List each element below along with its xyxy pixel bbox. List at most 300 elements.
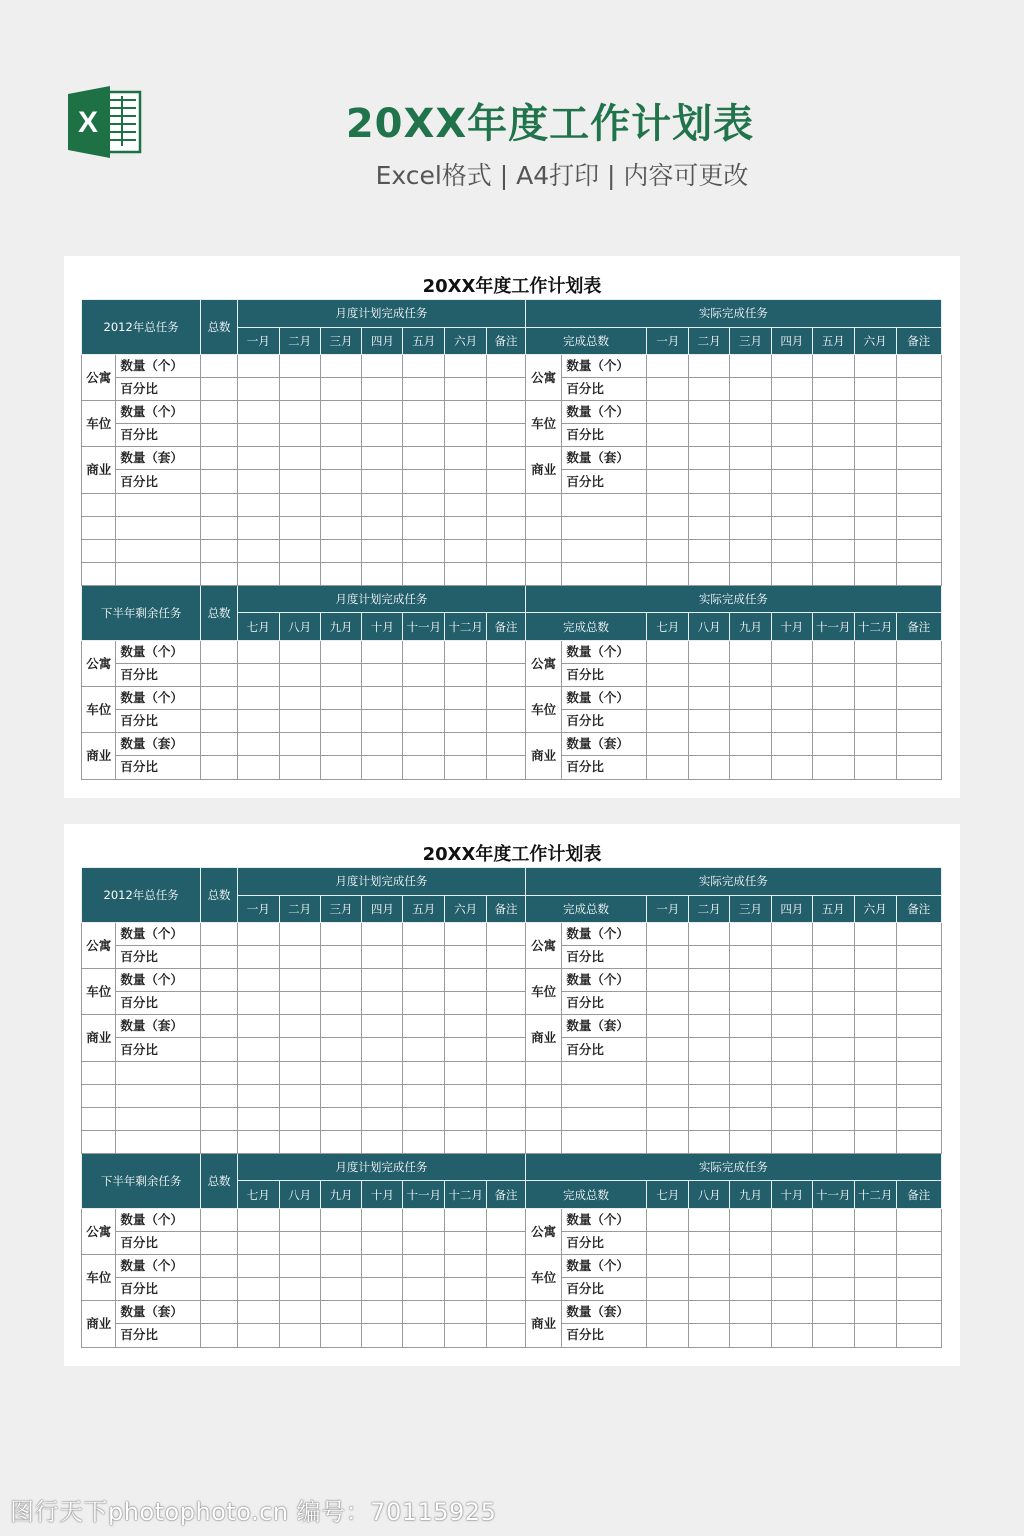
plan-cell[interactable] bbox=[487, 756, 526, 779]
empty-cell[interactable] bbox=[562, 493, 647, 516]
plan-cell[interactable] bbox=[320, 470, 362, 493]
plan-cell[interactable] bbox=[279, 1301, 320, 1324]
plan-cell[interactable] bbox=[487, 1301, 526, 1324]
empty-cell[interactable] bbox=[854, 562, 896, 585]
actual-cell[interactable] bbox=[812, 401, 854, 424]
plan-cell[interactable] bbox=[362, 992, 403, 1015]
empty-cell[interactable] bbox=[562, 1107, 647, 1130]
empty-cell[interactable] bbox=[730, 1084, 772, 1107]
plan-cell[interactable] bbox=[362, 640, 403, 663]
empty-cell[interactable] bbox=[771, 1130, 812, 1153]
actual-cell[interactable] bbox=[854, 946, 896, 969]
empty-cell[interactable] bbox=[201, 1061, 238, 1084]
actual-cell[interactable] bbox=[812, 946, 854, 969]
actual-cell[interactable] bbox=[812, 470, 854, 493]
actual-cell[interactable] bbox=[647, 470, 689, 493]
plan-cell[interactable] bbox=[237, 1208, 279, 1231]
actual-cell[interactable] bbox=[730, 1015, 772, 1038]
plan-cell[interactable] bbox=[320, 710, 362, 733]
actual-cell[interactable] bbox=[689, 969, 730, 992]
empty-cell[interactable] bbox=[896, 539, 941, 562]
plan-cell[interactable] bbox=[320, 355, 362, 378]
plan-cell[interactable] bbox=[320, 992, 362, 1015]
plan-cell[interactable] bbox=[279, 424, 320, 447]
plan-cell[interactable] bbox=[279, 687, 320, 710]
plan-cell[interactable] bbox=[237, 1278, 279, 1301]
actual-cell[interactable] bbox=[896, 1255, 941, 1278]
plan-cell[interactable] bbox=[445, 640, 487, 663]
empty-cell[interactable] bbox=[362, 1061, 403, 1084]
empty-cell[interactable] bbox=[854, 1107, 896, 1130]
actual-cell[interactable] bbox=[812, 355, 854, 378]
plan-cell[interactable] bbox=[320, 687, 362, 710]
plan-cell[interactable] bbox=[237, 1038, 279, 1061]
actual-cell[interactable] bbox=[689, 424, 730, 447]
plan-cell[interactable] bbox=[487, 1232, 526, 1255]
plan-cell[interactable] bbox=[362, 447, 403, 470]
empty-cell[interactable] bbox=[445, 1107, 487, 1130]
plan-cell[interactable] bbox=[403, 1232, 445, 1255]
empty-cell[interactable] bbox=[525, 516, 562, 539]
plan-cell[interactable] bbox=[362, 710, 403, 733]
empty-cell[interactable] bbox=[812, 539, 854, 562]
plan-cell[interactable] bbox=[445, 355, 487, 378]
empty-cell[interactable] bbox=[82, 1130, 116, 1153]
plan-cell[interactable] bbox=[362, 756, 403, 779]
plan-cell[interactable] bbox=[237, 355, 279, 378]
plan-cell[interactable] bbox=[362, 664, 403, 687]
plan-cell[interactable] bbox=[362, 1301, 403, 1324]
plan-cell[interactable] bbox=[320, 1278, 362, 1301]
actual-cell[interactable] bbox=[689, 1015, 730, 1038]
empty-cell[interactable] bbox=[362, 1130, 403, 1153]
plan-cell[interactable] bbox=[403, 969, 445, 992]
plan-cell[interactable] bbox=[403, 733, 445, 756]
actual-cell[interactable] bbox=[730, 664, 772, 687]
actual-cell[interactable] bbox=[812, 447, 854, 470]
plan-cell[interactable] bbox=[445, 401, 487, 424]
empty-cell[interactable] bbox=[320, 539, 362, 562]
plan-cell[interactable] bbox=[279, 378, 320, 401]
actual-cell[interactable] bbox=[771, 401, 812, 424]
plan-cell[interactable] bbox=[445, 447, 487, 470]
actual-cell[interactable] bbox=[647, 733, 689, 756]
plan-cell[interactable] bbox=[487, 1278, 526, 1301]
empty-cell[interactable] bbox=[116, 1061, 201, 1084]
plan-cell[interactable] bbox=[320, 378, 362, 401]
empty-cell[interactable] bbox=[647, 1084, 689, 1107]
empty-cell[interactable] bbox=[445, 516, 487, 539]
empty-cell[interactable] bbox=[403, 493, 445, 516]
plan-cell[interactable] bbox=[320, 1038, 362, 1061]
empty-cell[interactable] bbox=[116, 539, 201, 562]
plan-cell[interactable] bbox=[487, 946, 526, 969]
plan-cell[interactable] bbox=[279, 923, 320, 946]
plan-cell[interactable] bbox=[445, 923, 487, 946]
actual-cell[interactable] bbox=[689, 733, 730, 756]
empty-cell[interactable] bbox=[320, 1130, 362, 1153]
actual-cell[interactable] bbox=[647, 378, 689, 401]
plan-cell[interactable] bbox=[320, 1324, 362, 1347]
empty-cell[interactable] bbox=[730, 562, 772, 585]
actual-cell[interactable] bbox=[771, 424, 812, 447]
actual-cell[interactable] bbox=[771, 355, 812, 378]
empty-cell[interactable] bbox=[854, 493, 896, 516]
empty-cell[interactable] bbox=[730, 1061, 772, 1084]
plan-cell[interactable] bbox=[445, 1038, 487, 1061]
plan-cell[interactable] bbox=[362, 1324, 403, 1347]
empty-cell[interactable] bbox=[562, 1061, 647, 1084]
empty-cell[interactable] bbox=[362, 539, 403, 562]
empty-cell[interactable] bbox=[647, 539, 689, 562]
empty-cell[interactable] bbox=[320, 1107, 362, 1130]
empty-cell[interactable] bbox=[647, 1130, 689, 1153]
empty-cell[interactable] bbox=[730, 493, 772, 516]
empty-cell[interactable] bbox=[487, 1061, 526, 1084]
plan-cell[interactable] bbox=[403, 1255, 445, 1278]
plan-cell[interactable] bbox=[320, 1232, 362, 1255]
total-cell[interactable] bbox=[201, 1324, 238, 1347]
actual-cell[interactable] bbox=[896, 424, 941, 447]
empty-cell[interactable] bbox=[82, 539, 116, 562]
plan-cell[interactable] bbox=[279, 1324, 320, 1347]
actual-cell[interactable] bbox=[647, 424, 689, 447]
plan-cell[interactable] bbox=[487, 1255, 526, 1278]
actual-cell[interactable] bbox=[854, 1324, 896, 1347]
actual-cell[interactable] bbox=[896, 756, 941, 779]
actual-cell[interactable] bbox=[647, 756, 689, 779]
actual-cell[interactable] bbox=[730, 447, 772, 470]
total-cell[interactable] bbox=[201, 1255, 238, 1278]
actual-cell[interactable] bbox=[812, 1324, 854, 1347]
actual-cell[interactable] bbox=[647, 355, 689, 378]
total-cell[interactable] bbox=[201, 1278, 238, 1301]
empty-cell[interactable] bbox=[647, 516, 689, 539]
plan-cell[interactable] bbox=[403, 756, 445, 779]
empty-cell[interactable] bbox=[771, 1084, 812, 1107]
plan-cell[interactable] bbox=[362, 969, 403, 992]
plan-cell[interactable] bbox=[403, 1208, 445, 1231]
actual-cell[interactable] bbox=[771, 470, 812, 493]
total-cell[interactable] bbox=[201, 424, 238, 447]
actual-cell[interactable] bbox=[812, 1015, 854, 1038]
empty-cell[interactable] bbox=[896, 1107, 941, 1130]
plan-cell[interactable] bbox=[362, 946, 403, 969]
empty-cell[interactable] bbox=[647, 562, 689, 585]
empty-cell[interactable] bbox=[445, 1061, 487, 1084]
actual-cell[interactable] bbox=[812, 378, 854, 401]
actual-cell[interactable] bbox=[812, 687, 854, 710]
empty-cell[interactable] bbox=[689, 1084, 730, 1107]
plan-cell[interactable] bbox=[445, 710, 487, 733]
actual-cell[interactable] bbox=[896, 401, 941, 424]
actual-cell[interactable] bbox=[689, 470, 730, 493]
plan-cell[interactable] bbox=[445, 1232, 487, 1255]
actual-cell[interactable] bbox=[689, 992, 730, 1015]
empty-cell[interactable] bbox=[689, 1130, 730, 1153]
empty-cell[interactable] bbox=[320, 562, 362, 585]
empty-cell[interactable] bbox=[854, 539, 896, 562]
empty-cell[interactable] bbox=[362, 562, 403, 585]
plan-cell[interactable] bbox=[362, 355, 403, 378]
empty-cell[interactable] bbox=[487, 1084, 526, 1107]
actual-cell[interactable] bbox=[730, 992, 772, 1015]
empty-cell[interactable] bbox=[82, 493, 116, 516]
actual-cell[interactable] bbox=[689, 1232, 730, 1255]
plan-cell[interactable] bbox=[403, 378, 445, 401]
actual-cell[interactable] bbox=[730, 1255, 772, 1278]
actual-cell[interactable] bbox=[854, 687, 896, 710]
empty-cell[interactable] bbox=[201, 1107, 238, 1130]
actual-cell[interactable] bbox=[689, 1255, 730, 1278]
plan-cell[interactable] bbox=[362, 470, 403, 493]
plan-cell[interactable] bbox=[279, 470, 320, 493]
empty-cell[interactable] bbox=[237, 539, 279, 562]
plan-cell[interactable] bbox=[320, 664, 362, 687]
plan-cell[interactable] bbox=[362, 1255, 403, 1278]
empty-cell[interactable] bbox=[279, 493, 320, 516]
actual-cell[interactable] bbox=[730, 640, 772, 663]
plan-cell[interactable] bbox=[320, 946, 362, 969]
empty-cell[interactable] bbox=[562, 516, 647, 539]
empty-cell[interactable] bbox=[525, 1130, 562, 1153]
actual-cell[interactable] bbox=[730, 1278, 772, 1301]
actual-cell[interactable] bbox=[812, 424, 854, 447]
empty-cell[interactable] bbox=[487, 1130, 526, 1153]
actual-cell[interactable] bbox=[647, 1038, 689, 1061]
plan-cell[interactable] bbox=[362, 1038, 403, 1061]
plan-cell[interactable] bbox=[237, 969, 279, 992]
empty-cell[interactable] bbox=[82, 516, 116, 539]
actual-cell[interactable] bbox=[854, 923, 896, 946]
actual-cell[interactable] bbox=[771, 687, 812, 710]
plan-cell[interactable] bbox=[279, 946, 320, 969]
empty-cell[interactable] bbox=[445, 562, 487, 585]
plan-cell[interactable] bbox=[403, 946, 445, 969]
empty-cell[interactable] bbox=[237, 1107, 279, 1130]
plan-cell[interactable] bbox=[403, 1301, 445, 1324]
actual-cell[interactable] bbox=[854, 664, 896, 687]
actual-cell[interactable] bbox=[854, 470, 896, 493]
actual-cell[interactable] bbox=[647, 1301, 689, 1324]
empty-cell[interactable] bbox=[403, 1084, 445, 1107]
empty-cell[interactable] bbox=[730, 1130, 772, 1153]
plan-cell[interactable] bbox=[320, 640, 362, 663]
plan-cell[interactable] bbox=[403, 424, 445, 447]
plan-cell[interactable] bbox=[487, 1038, 526, 1061]
empty-cell[interactable] bbox=[647, 1061, 689, 1084]
actual-cell[interactable] bbox=[896, 687, 941, 710]
empty-cell[interactable] bbox=[525, 1084, 562, 1107]
actual-cell[interactable] bbox=[812, 969, 854, 992]
empty-cell[interactable] bbox=[82, 1107, 116, 1130]
actual-cell[interactable] bbox=[730, 756, 772, 779]
actual-cell[interactable] bbox=[689, 447, 730, 470]
plan-cell[interactable] bbox=[279, 1232, 320, 1255]
empty-cell[interactable] bbox=[771, 539, 812, 562]
empty-cell[interactable] bbox=[201, 1130, 238, 1153]
actual-cell[interactable] bbox=[771, 1301, 812, 1324]
actual-cell[interactable] bbox=[647, 1208, 689, 1231]
empty-cell[interactable] bbox=[689, 1061, 730, 1084]
plan-cell[interactable] bbox=[403, 1324, 445, 1347]
actual-cell[interactable] bbox=[730, 1232, 772, 1255]
empty-cell[interactable] bbox=[320, 1061, 362, 1084]
empty-cell[interactable] bbox=[812, 1107, 854, 1130]
actual-cell[interactable] bbox=[647, 664, 689, 687]
actual-cell[interactable] bbox=[896, 946, 941, 969]
plan-cell[interactable] bbox=[362, 424, 403, 447]
empty-cell[interactable] bbox=[896, 1084, 941, 1107]
empty-cell[interactable] bbox=[562, 562, 647, 585]
empty-cell[interactable] bbox=[812, 562, 854, 585]
empty-cell[interactable] bbox=[854, 1061, 896, 1084]
empty-cell[interactable] bbox=[487, 1107, 526, 1130]
plan-cell[interactable] bbox=[445, 687, 487, 710]
actual-cell[interactable] bbox=[812, 1038, 854, 1061]
plan-cell[interactable] bbox=[487, 640, 526, 663]
actual-cell[interactable] bbox=[896, 1301, 941, 1324]
actual-cell[interactable] bbox=[647, 1015, 689, 1038]
actual-cell[interactable] bbox=[812, 1232, 854, 1255]
actual-cell[interactable] bbox=[730, 1324, 772, 1347]
plan-cell[interactable] bbox=[237, 401, 279, 424]
actual-cell[interactable] bbox=[896, 733, 941, 756]
empty-cell[interactable] bbox=[854, 516, 896, 539]
empty-cell[interactable] bbox=[647, 493, 689, 516]
actual-cell[interactable] bbox=[647, 1278, 689, 1301]
empty-cell[interactable] bbox=[403, 562, 445, 585]
empty-cell[interactable] bbox=[689, 562, 730, 585]
plan-cell[interactable] bbox=[320, 424, 362, 447]
actual-cell[interactable] bbox=[854, 447, 896, 470]
plan-cell[interactable] bbox=[445, 733, 487, 756]
actual-cell[interactable] bbox=[854, 1015, 896, 1038]
total-cell[interactable] bbox=[201, 401, 238, 424]
actual-cell[interactable] bbox=[854, 992, 896, 1015]
plan-cell[interactable] bbox=[403, 992, 445, 1015]
plan-cell[interactable] bbox=[445, 946, 487, 969]
plan-cell[interactable] bbox=[487, 923, 526, 946]
plan-cell[interactable] bbox=[362, 1015, 403, 1038]
actual-cell[interactable] bbox=[647, 1324, 689, 1347]
actual-cell[interactable] bbox=[896, 640, 941, 663]
plan-cell[interactable] bbox=[403, 1278, 445, 1301]
empty-cell[interactable] bbox=[279, 1061, 320, 1084]
total-cell[interactable] bbox=[201, 470, 238, 493]
plan-cell[interactable] bbox=[362, 1208, 403, 1231]
plan-cell[interactable] bbox=[279, 447, 320, 470]
plan-cell[interactable] bbox=[445, 992, 487, 1015]
plan-cell[interactable] bbox=[487, 447, 526, 470]
actual-cell[interactable] bbox=[812, 923, 854, 946]
actual-cell[interactable] bbox=[812, 1278, 854, 1301]
plan-cell[interactable] bbox=[362, 923, 403, 946]
empty-cell[interactable] bbox=[116, 1130, 201, 1153]
plan-cell[interactable] bbox=[237, 946, 279, 969]
plan-cell[interactable] bbox=[362, 1278, 403, 1301]
plan-cell[interactable] bbox=[279, 401, 320, 424]
empty-cell[interactable] bbox=[854, 1130, 896, 1153]
plan-cell[interactable] bbox=[279, 640, 320, 663]
plan-cell[interactable] bbox=[487, 687, 526, 710]
actual-cell[interactable] bbox=[854, 1232, 896, 1255]
actual-cell[interactable] bbox=[896, 1038, 941, 1061]
actual-cell[interactable] bbox=[689, 355, 730, 378]
plan-cell[interactable] bbox=[237, 1324, 279, 1347]
empty-cell[interactable] bbox=[445, 493, 487, 516]
empty-cell[interactable] bbox=[279, 539, 320, 562]
empty-cell[interactable] bbox=[730, 539, 772, 562]
plan-cell[interactable] bbox=[487, 424, 526, 447]
actual-cell[interactable] bbox=[730, 969, 772, 992]
empty-cell[interactable] bbox=[445, 1130, 487, 1153]
actual-cell[interactable] bbox=[689, 1301, 730, 1324]
total-cell[interactable] bbox=[201, 992, 238, 1015]
plan-cell[interactable] bbox=[403, 710, 445, 733]
actual-cell[interactable] bbox=[896, 969, 941, 992]
total-cell[interactable] bbox=[201, 969, 238, 992]
actual-cell[interactable] bbox=[771, 1208, 812, 1231]
actual-cell[interactable] bbox=[771, 1038, 812, 1061]
actual-cell[interactable] bbox=[854, 1208, 896, 1231]
empty-cell[interactable] bbox=[237, 562, 279, 585]
empty-cell[interactable] bbox=[525, 562, 562, 585]
actual-cell[interactable] bbox=[647, 640, 689, 663]
plan-cell[interactable] bbox=[487, 710, 526, 733]
empty-cell[interactable] bbox=[279, 516, 320, 539]
empty-cell[interactable] bbox=[279, 562, 320, 585]
plan-cell[interactable] bbox=[279, 355, 320, 378]
plan-cell[interactable] bbox=[237, 1232, 279, 1255]
empty-cell[interactable] bbox=[525, 1061, 562, 1084]
actual-cell[interactable] bbox=[771, 378, 812, 401]
empty-cell[interactable] bbox=[362, 1107, 403, 1130]
empty-cell[interactable] bbox=[82, 562, 116, 585]
actual-cell[interactable] bbox=[730, 470, 772, 493]
plan-cell[interactable] bbox=[445, 1015, 487, 1038]
empty-cell[interactable] bbox=[771, 516, 812, 539]
actual-cell[interactable] bbox=[771, 733, 812, 756]
plan-cell[interactable] bbox=[487, 470, 526, 493]
plan-cell[interactable] bbox=[403, 923, 445, 946]
actual-cell[interactable] bbox=[812, 710, 854, 733]
total-cell[interactable] bbox=[201, 1232, 238, 1255]
actual-cell[interactable] bbox=[730, 1038, 772, 1061]
plan-cell[interactable] bbox=[487, 401, 526, 424]
actual-cell[interactable] bbox=[689, 946, 730, 969]
actual-cell[interactable] bbox=[771, 640, 812, 663]
empty-cell[interactable] bbox=[896, 1061, 941, 1084]
plan-cell[interactable] bbox=[445, 1255, 487, 1278]
actual-cell[interactable] bbox=[896, 664, 941, 687]
actual-cell[interactable] bbox=[854, 1278, 896, 1301]
actual-cell[interactable] bbox=[771, 969, 812, 992]
actual-cell[interactable] bbox=[689, 923, 730, 946]
plan-cell[interactable] bbox=[403, 1038, 445, 1061]
empty-cell[interactable] bbox=[812, 516, 854, 539]
plan-cell[interactable] bbox=[237, 470, 279, 493]
actual-cell[interactable] bbox=[689, 401, 730, 424]
actual-cell[interactable] bbox=[689, 640, 730, 663]
plan-cell[interactable] bbox=[487, 969, 526, 992]
plan-cell[interactable] bbox=[445, 378, 487, 401]
actual-cell[interactable] bbox=[854, 1038, 896, 1061]
actual-cell[interactable] bbox=[730, 710, 772, 733]
plan-cell[interactable] bbox=[279, 1015, 320, 1038]
actual-cell[interactable] bbox=[730, 424, 772, 447]
empty-cell[interactable] bbox=[201, 539, 238, 562]
